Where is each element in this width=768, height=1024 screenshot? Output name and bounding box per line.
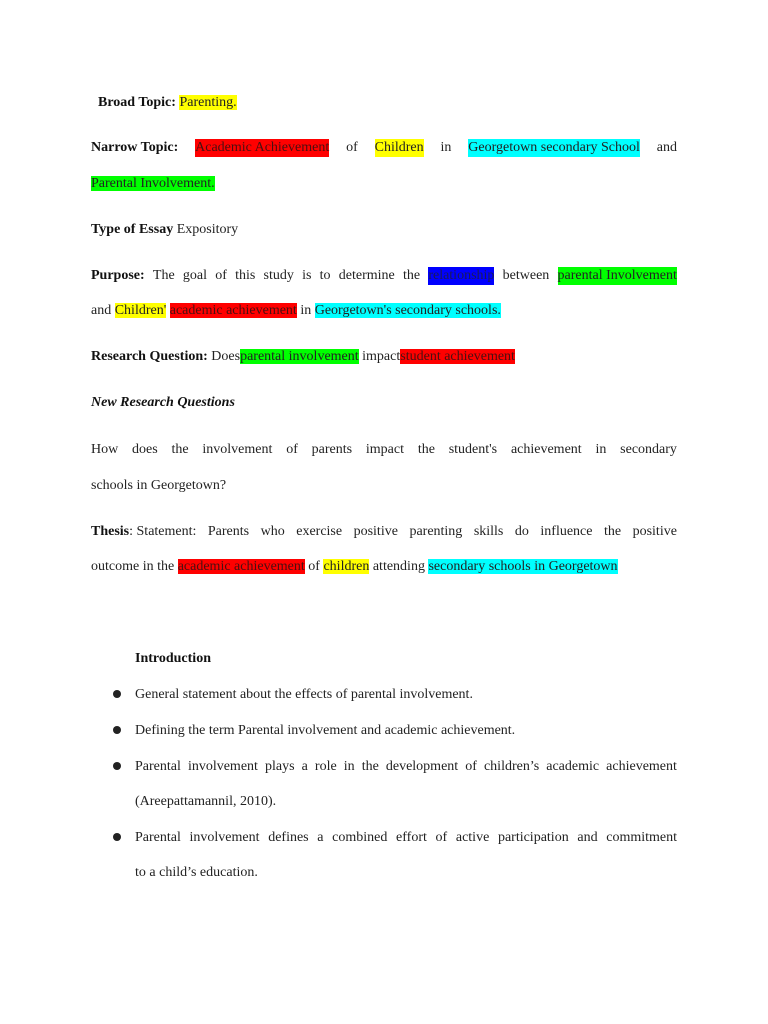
- research-question-student: student achievement: [400, 349, 515, 364]
- broad-topic-label: Broad Topic:: [98, 95, 176, 110]
- purpose-word: of: [215, 268, 227, 283]
- question-word: secondary: [620, 442, 677, 457]
- narrow-topic-part3: Georgetown secondary School: [468, 140, 640, 155]
- thesis-word: : Statement:: [129, 524, 197, 539]
- intro-bullet-text: (Areepattamannil, 2010).: [135, 794, 277, 809]
- purpose-word: goal: [182, 268, 207, 283]
- bullet-icon: [113, 762, 121, 770]
- intro-bullet-3-line1: [135, 758, 677, 776]
- broad-topic-value: Parenting.: [179, 95, 237, 110]
- thesis-label: Thesis: [91, 524, 130, 539]
- intro-bullet-text: to a child’s education.: [135, 865, 258, 880]
- purpose-children: Children': [114, 303, 167, 318]
- intro-bullet-1: [135, 686, 677, 704]
- question-word: student's: [448, 442, 498, 457]
- thesis-attending: attending: [372, 559, 425, 574]
- thesis-word: who: [260, 524, 285, 539]
- question-word: in: [595, 442, 607, 457]
- bullet-word: involvement: [189, 830, 260, 845]
- bullet-word: achievement: [606, 759, 677, 774]
- purpose-word: this: [235, 268, 256, 283]
- intro-bullet-2: [135, 722, 677, 740]
- research-question-does: Does: [211, 349, 241, 364]
- purpose-word: the: [402, 268, 421, 283]
- research-question-label: Research Question:: [91, 349, 208, 364]
- question-word: impact: [365, 442, 405, 457]
- narrow-topic-label: Narrow Topic:: [91, 140, 179, 155]
- narrow-topic-and: and: [656, 140, 677, 155]
- question-word: of: [286, 442, 298, 457]
- narrow-topic-line2: [91, 175, 677, 193]
- intro-bullet-text: Defining the term Parental involvement and academic achievement.: [135, 723, 516, 738]
- essay-type-label: Type of Essay: [91, 222, 174, 237]
- research-question-impact: impact: [362, 349, 401, 364]
- thesis-line2: [91, 558, 677, 576]
- bullet-word: a: [301, 759, 308, 774]
- introduction-heading-line: [135, 650, 721, 668]
- question-word: parents: [311, 442, 353, 457]
- bullet-word: defines: [268, 830, 309, 845]
- research-question-parental: parental involvement: [240, 349, 359, 364]
- thesis-word: Parents: [207, 524, 250, 539]
- bullet-word: participation: [497, 830, 569, 845]
- bullet-word: effort: [396, 830, 427, 845]
- essay-type-line: [91, 221, 677, 239]
- bullet-word: academic: [546, 759, 600, 774]
- thesis-children: children: [323, 559, 370, 574]
- thesis-word: positive: [632, 524, 677, 539]
- purpose-academic: academic achievement: [169, 303, 297, 318]
- purpose-parental: parental Involvement: [557, 268, 677, 283]
- bullet-word: and: [577, 830, 598, 845]
- narrow-topic-part2: Children: [374, 140, 424, 155]
- new-questions-heading: New Research Questions: [91, 395, 235, 410]
- essay-type-value: Expository: [176, 222, 239, 237]
- purpose-schools: Georgetown's secondary schools.: [314, 303, 501, 318]
- purpose-label: Purpose:: [91, 268, 145, 283]
- question-word: the: [417, 442, 435, 457]
- thesis-schools: secondary schools in Georgetown: [428, 559, 618, 574]
- bullet-word: in: [343, 759, 355, 774]
- thesis-word: skills: [473, 524, 504, 539]
- bullet-word: of: [465, 759, 477, 774]
- bullet-icon: [113, 690, 121, 698]
- bullet-word: commitment: [606, 830, 677, 845]
- bullet-word: active: [455, 830, 490, 845]
- bullet-word: a: [317, 830, 324, 845]
- narrow-topic-in: in: [440, 140, 452, 155]
- question-word: achievement: [510, 442, 582, 457]
- bullet-word: of: [435, 830, 448, 845]
- purpose-line2: [91, 302, 677, 320]
- bullet-word: the: [361, 759, 379, 774]
- thesis-line1: [91, 523, 677, 541]
- introduction-heading: Introduction: [135, 651, 211, 666]
- bullet-word: Parental: [135, 830, 181, 845]
- purpose-word: to: [319, 268, 331, 283]
- intro-bullet-4-line1: [135, 829, 677, 847]
- new-question-line2: [91, 477, 677, 495]
- bullet-icon: [113, 833, 121, 841]
- question-word: the: [171, 442, 189, 457]
- purpose-word: determine: [338, 268, 395, 283]
- thesis-academic: academic achievement: [177, 559, 305, 574]
- research-question-line: [91, 348, 677, 366]
- broad-topic-line: [98, 94, 684, 112]
- purpose-word: study: [263, 268, 294, 283]
- bullet-icon: [113, 726, 121, 734]
- narrow-topic-line1: [91, 139, 677, 157]
- bullet-word: combined: [332, 830, 388, 845]
- narrow-topic-of: of: [346, 140, 358, 155]
- question-line2: schools in Georgetown?: [91, 478, 227, 493]
- question-word: How: [91, 442, 119, 457]
- purpose-between: between: [502, 268, 550, 283]
- narrow-topic-part1: Academic Achievement: [195, 140, 330, 155]
- thesis-word: positive: [353, 524, 398, 539]
- thesis-of: of: [308, 559, 320, 574]
- intro-bullet-3-line2: [135, 793, 677, 811]
- purpose-word: is: [302, 268, 312, 283]
- purpose-in: in: [300, 303, 312, 318]
- bullet-word: role: [314, 759, 337, 774]
- thesis-word: exercise: [296, 524, 343, 539]
- purpose-word: The: [152, 268, 175, 283]
- thesis-word: do: [514, 524, 529, 539]
- bullet-word: children’s: [483, 759, 540, 774]
- question-word: involvement: [202, 442, 273, 457]
- purpose-and: and: [91, 303, 112, 318]
- bullet-word: development: [385, 759, 459, 774]
- purpose-line1: [91, 267, 677, 285]
- thesis-word: influence: [540, 524, 593, 539]
- new-questions-heading-line: [91, 394, 677, 412]
- intro-bullet-text: General statement about the effects of parental involvement.: [135, 687, 473, 702]
- thesis-word: parenting: [409, 524, 463, 539]
- thesis-word: the: [603, 524, 622, 539]
- bullet-word: involvement: [187, 759, 258, 774]
- bullet-word: plays: [265, 759, 295, 774]
- purpose-relationship: relationship: [428, 268, 495, 283]
- new-question-line1: [91, 441, 677, 459]
- intro-bullet-4-line2: [135, 864, 677, 882]
- thesis-outcome: outcome in the: [91, 559, 175, 574]
- question-word: does: [132, 442, 158, 457]
- bullet-word: Parental: [135, 759, 181, 774]
- narrow-topic-part4: Parental Involvement.: [91, 176, 215, 191]
